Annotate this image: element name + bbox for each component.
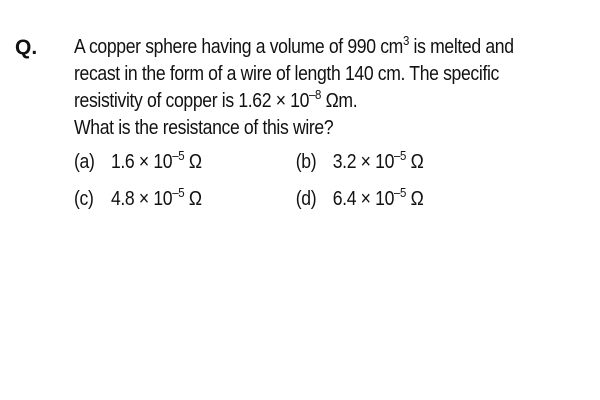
option-d[interactable]: [296, 181, 518, 218]
option-value: 1.6 × 10: [110, 151, 173, 173]
option-c[interactable]: [74, 181, 296, 218]
option-key: (b): [295, 151, 317, 173]
option-key: (a): [74, 151, 95, 173]
option-exponent: –5: [394, 185, 407, 200]
question-line-2: [74, 61, 527, 88]
question-label: Q.: [15, 36, 38, 59]
answer-options: [74, 144, 527, 218]
option-value: 3.2 × 10: [332, 151, 395, 173]
question-body: [74, 34, 527, 218]
option-unit: Ω: [184, 151, 202, 173]
option-key: (c): [74, 188, 94, 210]
option-value: 4.8 × 10: [110, 188, 173, 210]
question-text: resistivity of copper is 1.62 × 10: [74, 90, 310, 112]
option-unit: Ω: [406, 151, 424, 173]
question-line-1: [74, 34, 527, 61]
question-text: is melted and: [409, 36, 514, 58]
superscript: –8: [309, 87, 322, 102]
options-row: [74, 181, 527, 218]
question-text: Ωm.: [321, 90, 358, 112]
option-exponent: –5: [172, 185, 185, 200]
question-text: What is the resistance of this wire?: [74, 117, 334, 139]
option-exponent: –5: [172, 148, 185, 163]
option-key: (d): [295, 188, 317, 210]
option-exponent: –5: [394, 148, 407, 163]
option-unit: Ω: [406, 188, 424, 210]
question-line-3: [74, 88, 527, 115]
option-unit: Ω: [184, 188, 202, 210]
option-b[interactable]: [296, 144, 518, 181]
question-line-4: [74, 115, 527, 142]
options-row: [74, 144, 527, 181]
question-text: A copper sphere having a volume of 990 cm: [74, 36, 403, 58]
superscript: 3: [402, 33, 410, 48]
question-text: recast in the form of a wire of length 140 cm. The specific: [74, 63, 499, 85]
option-value: 6.4 × 10: [332, 188, 395, 210]
option-a[interactable]: [74, 144, 296, 181]
